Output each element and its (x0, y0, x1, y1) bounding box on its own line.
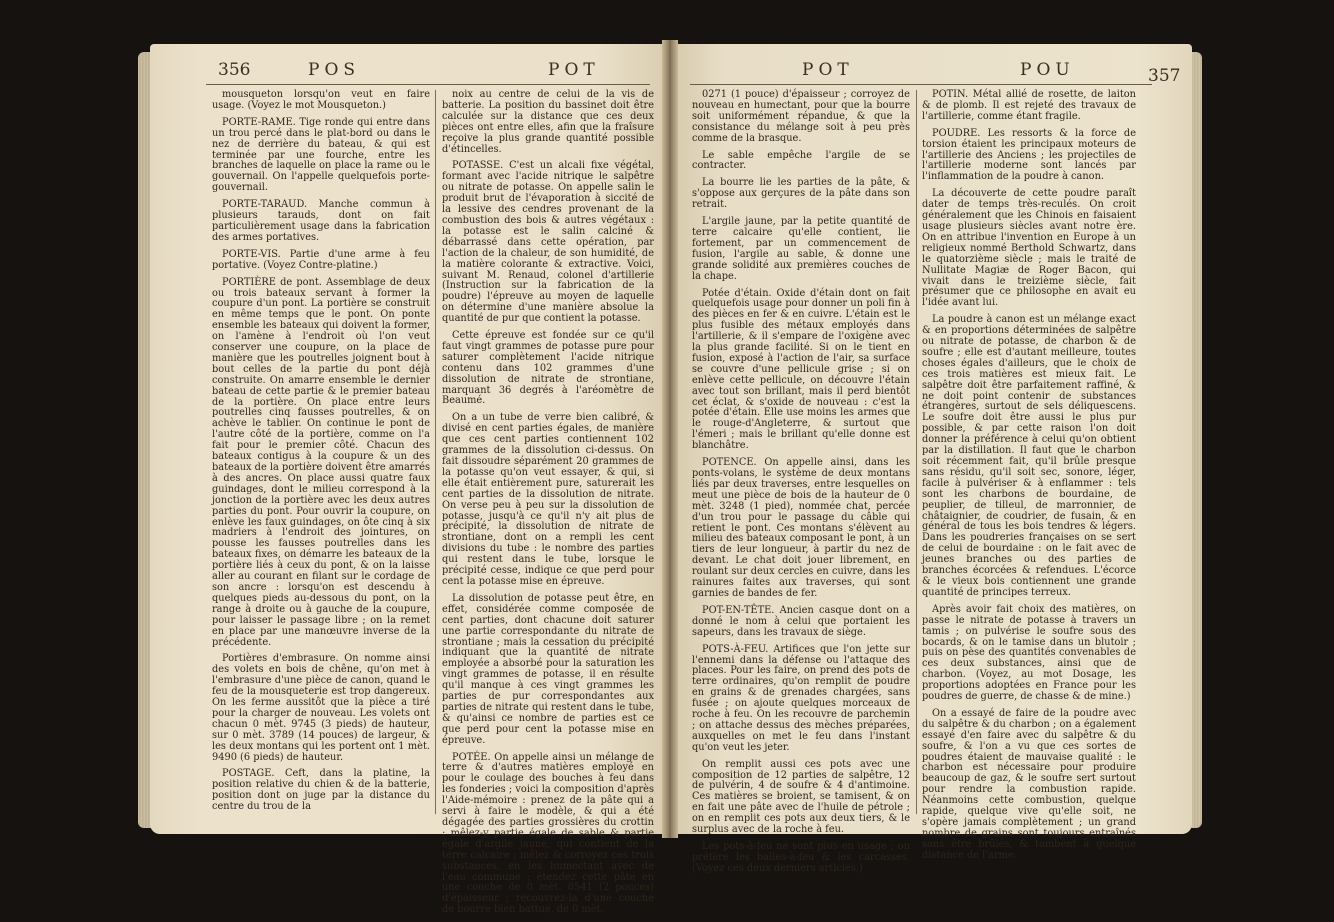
paragraph: Potée d'étain. Oxide d'étain dont on fait quelquefois usage pour donner un poli fin à des pièces en fer & en cuivre. L'étain est le plus fusible des métaux employés dans l'artillerie, & il s'empare de l'oxigène avec la plus grande facilité. Si on le tient en fusion, exposé à l'action de l'air, sa surface se couvre d'une pellicule grise ; si on enlève cette pellicule, on découvre l'étain avec tout son brillant, mais il perd bientôt cet éclat, & s'oxide de nouveau : c'est la potée d'étain. Elle use moins les armes que le rouge-d'Angleterre, & surtout que l'émeri ; mais le brillant qu'elle donne est blanchâtre. (692, 287, 910, 452)
paragraph: POUDRE. Les ressorts & la force de torsion étaient les principaux moteurs de l'artillerie des Anciens ; les projectiles de l'artillerie moderne sont lancés par l'inflammation de la poudre à canon. (922, 127, 1136, 183)
header-rule (206, 84, 650, 85)
paragraph: La dissolution de potasse peut être, en effet, considérée comme composée de cent parties, dont chacune doit saturer une partie correspondante du nitrate de strontiane ; mais la cessation du précipité indiquant que la quantité de nitrate employée a absorbé pour la saturation les vingt grammes de potasse, il en résulte qu'il manque à ces vingt grammes les parties de pur correspondantes aux parties de nitrate qui restent dans le tube, & qu'ainsi ce nombre de parties est ce que perd pour cent la potasse mise en épreuve. (442, 592, 654, 746)
paragraph: Les pots-à-feu ne sont plus en usage ; on préfère les balles-à-feu & les carcasses. (Voyez ces deux derniers articles.) (692, 841, 910, 874)
paragraph: POTASSE. C'est un alcali fixe végétal, formant avec l'acide nitrique le salpêtre ou nitrate de potasse. On appelle salin le produit brut de l'évaporation à siccité de la lessive des cendres provenant de la combustion des bois & autres végétaux : la potasse est le salin calciné & débarrassé dans cette opération, par l'action de la chaleur, de son humidité, de la matière colorante & extractive. Voici, suivant M. Renaud, colonel d'artillerie (Instruction sur la fabrication de la poudre) l'épreuve au moyen de laquelle on détermine d'une manière absolue la quantité de pur que contient la potasse. (442, 160, 654, 325)
paragraph: Cette épreuve est fondée sur ce qu'il faut vingt grammes de potasse pure pour saturer complètement l'acide nitrique contenu dans 102 grammes d'une dissolution de nitrate de strontiane, marquant 36 degrés à l'aréomètre de Beaumé. (442, 330, 654, 407)
paragraph: La découverte de cette poudre paraît dater de temps très-reculés. On croit généralement que les Chinois en faisaient usage plusieurs siècles avant notre ère. On en attribue l'invention en Europe à un religieux nommé Berthold Schwartz, dans le quatorzième siècle ; mais le traité de Nullitate Magiæ de Roger Bacon, qui vivait dans le treizième siècle, fait présumer que ce philosophe en avait eu l'idée avant lui. (922, 188, 1136, 309)
paragraph: 0271 (1 pouce) d'épaisseur ; corroyez de nouveau en humectant, pour que la bourre soit uniformément répandue, & que la consistance du mélange soit à peu près comme de la brasque. (692, 89, 910, 144)
column-divider (435, 90, 436, 814)
paragraph: La bourre lie les parties de la pâte, & s'oppose aux gerçures de la pâte dans son retrait. (692, 177, 910, 211)
paragraph: POSTAGE. Ceft, dans la platine, la position relative du chien & de la batterie, position dont on juge par la distance du centre du trou de la (212, 768, 430, 813)
right-page (672, 44, 1192, 874)
running-head-left: POS (308, 60, 361, 80)
paragraph: L'argile jaune, par la petite quantité de terre calcaire qu'elle contient, lie fortement, par un commencement de fusion, l'argile au sable, & donne une grande solidité aux premières couches de la chape. (692, 216, 910, 282)
paragraph: PORTIÈRE de pont. Assemblage de deux ou trois bateaux servant à former la coupure d'un pont. La portière se construit en même temps que le pont. On ponte ensemble les bateaux qui doivent la former, on l'amène à l'endroit où l'on veut conserver une coupure, on la place de manière que les poutrelles joignent bout à bout celles de la partie du pont déjà construite. On amarre ensemble le dernier bateau de cette partie & le premier bateau de la portière. On place entre leurs poutrelles cinq fausses poutrelles, & on achève le tablier. On continue le pont de l'autre côté de la portière, comme on l'a fait pour le premier côté. Chacun des bateaux contigus à la coupure & un des bateaux de la portière doivent être amarrés à des ancres. On place aussi quatre faux guindages, dont le milieu correspond à la jonction de la portière avec les deux autres parties du pont. Pour ouvrir la coupure, on enlève les faux guindages, on ôte cinq à six madriers à l'endroit des jointures, on pousse les fausses poutrelles dans les bateaux fixes, on démarre les bateaux de la portière liés à ceux du pont, & on la laisse aller au courant en filant sur le cordage de son ancre : lorsqu'on est descendu à quelques pieds au-dessous du pont, on la range à droite ou à gauche de la coupure, pour laisser le passage libre ; on la remet en place par une manœuvre inverse de la précédente. (212, 276, 430, 648)
right-page-header (702, 60, 1181, 86)
left-page (150, 44, 668, 916)
column-right (922, 90, 1136, 868)
paragraph: Portières d'embrasure. On nomme ainsi des volets en bois de chêne, qu'on met à l'embrasure d'une pièce de canon, quand le feu de la mousqueterie est trop dangereux. On les ferme aussitôt que la pièce a tiré pour la charger de nouveau. Les volets ont chacun 0 mèt. 9745 (3 pieds) de hauteur, sur 0 mèt. 3789 (14 pouces) de largeur, & les deux montans qui les portent ont 1 mèt. 9490 (6 pieds) de hauteur. (212, 653, 430, 763)
running-head-right: POU (1020, 60, 1075, 80)
paragraph: On a un tube de verre bien calibré, & divisé en cent parties égales, de manière que ces cent parties contiennent 102 grammes de la dissolution ci-dessus. On fait dissoudre séparément 20 grammes de la potasse qu'on veut essayer, & qui, si elle était entièrement pure, saturerait les cent parties de la dissolution de nitrate. On verse peu à peu sur la dissolution de potasse, jusqu'à ce qu'il n'y ait plus de précipité, la dissolution de nitrate de strontiane, dont on a rempli les cent divisions du tube : le nombre des parties qui restent dans le tube, lorsque le précipité cesse, indique ce que perd pour cent la potasse mise en épreuve. (442, 412, 654, 587)
paragraph: PORTE-TARAUD. Manche commun à plusieurs tarauds, dont on fait particulièrement usage dans la fabrication des armes portatives. (212, 199, 430, 243)
paragraph: On remplit aussi ces pots avec une composition de 12 parties de salpêtre, 12 de pulvérin, 4 de soufre & 4 d'antimoine. Ces matières se broient, se tamisent, & on en fait une pâte avec de l'huile de pétrole ; on en remplit ces pots aux deux tiers, & le surplus avec de la roche à feu. (692, 758, 910, 836)
paragraph: POTÉE. On appelle ainsi un mélange de terre & d'autres matières employé en pour le coulage des bouches à feu dans les fonderies ; voici la composition d'après l'Aide-mémoire : prenez de la pâte qui a servi à faire le modèle, & qui a été dégagée des parties grossières du crottin ; mêlez-y partie égale de sable & partie égale d'argile jaune, qui contient de la terre calcaire ; mêlez & corroyez ces trois substances, en les humectant avec de l'eau commune ; étendez cette pâte en une couche de 0 mèt. 0541 (2 pouces) d'épaisseur ; recouvrez-la d'une couche de bourre bien battue, de 0 mèt. (442, 751, 654, 916)
book-gutter (662, 40, 678, 838)
column-divider (916, 90, 917, 814)
paragraph: POT-EN-TÊTE. Ancien casque dont on a donné le nom à celui que portaient les sapeurs, dans les travaux de siège. (692, 604, 910, 638)
paragraph: noix au centre de celui de la vis de batterie. La position du bassinet doit être calculée sur la distance que ces deux pièces ont entre elles, afin que la fraîsure reçoive la plus grande quantité possible d'étincelles. (442, 89, 654, 155)
running-head-left: POT (802, 60, 854, 80)
paragraph: On a essayé de faire de la poudre avec du salpêtre & du charbon ; on a également essayé d'en faire avec du salpêtre & du soufre, & l'on a vu que ces sortes de poudres étaient de mauvaise qualité : le charbon est nécessaire pour produire beaucoup de gaz, & le soufre sert surtout pour rendre la combustion rapide. Néanmoins cette combustion, quelque rapide, quelque vive qu'elle soit, ne s'opère jamais complètement ; un grand nombre de grains sont toujours entraînés sans être brûlés, & tombent à quelque distance de l'arme. (922, 707, 1136, 861)
paragraph: La poudre à canon est un mélange exact & en proportions déterminées de salpêtre ou nitrate de potasse, de charbon & de soufre ; elle est d'autant meilleure, toutes choses égales d'ailleurs, que le choix de ces trois matières est mieux fait. Le salpêtre doit être parfaitement raffiné, & ne doit point contenir de substances étrangères, surtout de sels déliquescens. Le soufre doit être aussi le plus pur possible, & par cette raison l'on doit donner la préférence à celui qu'on obtient par la distillation. Il faut que le charbon soit récemment fait, qu'il brûle presque sans résidu, qu'il soit sec, sonore, léger, facile à pulvériser & à enflammer : tels sont les charbons de bourdaine, de peuplier, de tilleul, de marronnier, de châtaignier, de coudrier, de fusain, & en général de tous les bois tendres & légers. Dans les poudreries françaises on se sert de celui de bourdaine : on le fait avec de jeunes branches ou des parties de branches écorcées & refendues. L'écorce & le vieux bois contiennent une grande quantité de principes terreux. (922, 314, 1136, 598)
paragraph: PORTE-RAME. Tige ronde qui entre dans un trou percé dans le plat-bord ou dans le nez de derrière du bateau, & qui est terminée par une fourche, entre les branches de laquelle on place la rame ou le gouvernail. On l'appelle quelquefois porte-gouvernail. (212, 116, 430, 194)
page-number: 356 (218, 60, 251, 80)
column-left (692, 90, 910, 881)
column-left (212, 90, 430, 819)
paragraph: POTIN. Métal allié de rosette, de laiton & de plomb. Il est rejeté des travaux de l'artillerie, comme étant fragile. (922, 89, 1136, 122)
header-rule (690, 84, 1152, 85)
left-page-header (180, 60, 648, 82)
page-number: 357 (1148, 66, 1181, 86)
paragraph: mousqueton lorsqu'on veut en faire usage. (Voyez le mot Mousqueton.) (212, 89, 430, 111)
paragraph: POTENCE. On appelle ainsi, dans les ponts-volans, le système de deux montans liés par deux traverses, entre lesquelles on meut une pièce de bois de la hauteur de 0 mèt. 3248 (1 pied), nommée chat, percée d'un trou pour le passage du câble qui retient le pont. Ces montans s'élèvent au milieu des bateaux composant le pont, à un tiers de leur longueur, à partir du nez de devant. Le chat doit jouer librement, en roulant sur deux cercles en cuivre, dans les rainures faites aux traverses, qui sont garnies de bandes de fer. (692, 457, 910, 599)
running-head-right: POT (548, 60, 600, 80)
paragraph: POTS-À-FEU. Artifices que l'on jette sur l'ennemi dans la défense ou l'attaque des places. Pour les faire, on prend des pots de terre ordinaires, qu'on remplit de poudre en grains & de grenades chargées, sans fusée ; on ajoute quelques morceaux de roche à feu. On les recouvre de parchemin ; on attache dessus des mèches préparées, auxquelles on met le feu dans l'instant qu'on veut les jeter. (692, 643, 910, 753)
paragraph: Après avoir fait choix des matières, on passe le nitrate de potasse à travers un tamis ; on pulvérise le soufre sous des bocards, & on le tamise dans un blutoir ; puis on pèse des quantités convenables de ces deux substances, ainsi que de charbon. (Voyez, au mot Dosage, les proportions adoptées en France pour les poudres de guerre, de chasse & de mine.) (922, 603, 1136, 703)
column-right (442, 90, 654, 922)
paragraph: Le sable empêche l'argile de se contracter. (692, 149, 910, 172)
paragraph: PORTE-VIS. Partie d'une arme à feu portative. (Voyez Contre-platine.) (212, 248, 430, 271)
